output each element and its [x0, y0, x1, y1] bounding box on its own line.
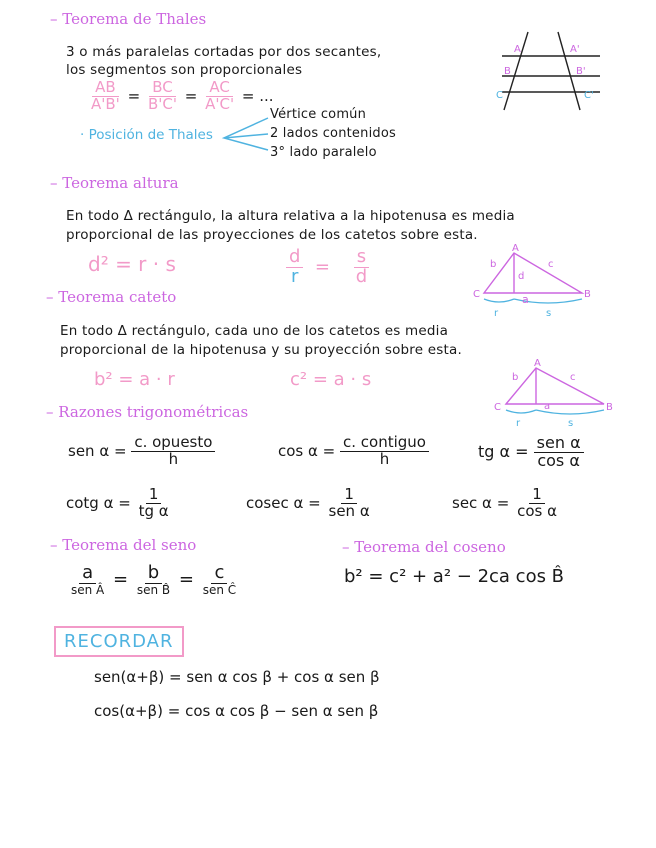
- cateto-line1: En todo Δ rectángulo, cada uno de los catetos es media: [60, 323, 449, 339]
- cosec-formula: cosec α = $\frac{1}{\text{sen α}}$: [246, 485, 370, 520]
- sen-formula: sen α = $\frac{\text{c. opuesto}}{h}$: [68, 435, 215, 468]
- coseno-heading: – Teorema del coseno: [342, 538, 506, 556]
- svg-text:b: b: [512, 372, 519, 383]
- cateto-heading: – Teorema cateto: [46, 288, 177, 306]
- thales-proportion: $\frac{AB}{A'B'}$ = $\frac{BC}{B'C'}$ = $\frac{AC}{A'C'}$ = ...: [88, 80, 274, 113]
- svg-text:r: r: [494, 308, 499, 319]
- svg-text:C: C: [496, 90, 503, 101]
- svg-text:B: B: [584, 289, 591, 300]
- altura-triangle: [470, 245, 600, 320]
- svg-text:B': B': [576, 66, 586, 77]
- svg-text:d: d: [518, 271, 525, 282]
- svg-text:A: A: [514, 44, 521, 55]
- seno-formula: $\frac{a}{\text{sen Â}}$ = $\frac{b}{\text{sen B̂}}$ = $\frac{c}{\text{sen Ĉ}}$: [71, 562, 237, 597]
- condition-1: Vértice común: [270, 107, 367, 122]
- sum-cos-formula: cos(α+β) = cos α cos β − sen α sen β: [94, 702, 379, 720]
- svg-text:r: r: [516, 418, 521, 429]
- thales-heading: – Teorema de Thales: [50, 10, 207, 28]
- posicion-thales: · Posición de Thales: [80, 127, 213, 143]
- condition-2: 2 lados contenidos: [270, 126, 396, 141]
- svg-text:A': A': [570, 44, 580, 55]
- svg-text:C': C': [584, 90, 594, 101]
- svg-text:c: c: [570, 372, 576, 383]
- svg-text:s: s: [568, 418, 574, 429]
- svg-text:A: A: [534, 358, 541, 369]
- altura-line1: En todo Δ rectángulo, la altura relativa a la hipotenusa es media: [66, 208, 515, 224]
- sec-formula: sec α = $\frac{1}{\text{cos α}}$: [452, 485, 557, 520]
- thales-line1: 3 o más paralelas cortadas por dos secantes,: [66, 44, 382, 60]
- cateto-formula-1: b² = a · r: [94, 369, 175, 390]
- condition-3: 3° lado paralelo: [270, 145, 377, 160]
- fraction-ab: $\frac{AB}{A'B'}$: [91, 78, 120, 113]
- svg-text:a: a: [522, 293, 529, 306]
- cos-formula: cos α = $\frac{\text{c. contiguo}}{h}$: [278, 435, 429, 468]
- svg-text:c: c: [548, 259, 554, 270]
- tg-formula: tg α = $\frac{\text{sen α}}{\text{cos α}}$: [478, 435, 584, 470]
- seno-heading: – Teorema del seno: [50, 536, 197, 554]
- thales-diagram: [490, 30, 610, 120]
- altura-line2: proporcional de las proyecciones de los catetos sobre esta.: [66, 227, 478, 243]
- altura-formula-2: $\frac{d}{r}$ = $\frac{s}{d}$: [286, 248, 381, 287]
- svg-text:C: C: [473, 289, 480, 300]
- svg-text:A: A: [512, 243, 519, 254]
- cateto-line2: proporcional de la hipotenusa y su proyección sobre esta.: [60, 342, 462, 358]
- svg-text:s: s: [546, 308, 552, 319]
- trig-heading: – Razones trigonométricas: [46, 403, 249, 421]
- svg-text:B: B: [504, 66, 511, 77]
- svg-text:B: B: [606, 402, 613, 413]
- cateto-triangle: [488, 360, 618, 430]
- recordar-box: RECORDAR: [54, 626, 184, 657]
- svg-text:a: a: [544, 401, 551, 412]
- altura-formula-1: d² = r · s: [88, 252, 176, 276]
- cateto-formula-2: c² = a · s: [290, 369, 372, 390]
- coseno-formula: b² = c² + a² − 2ca cos B̂: [344, 566, 565, 587]
- altura-heading: – Teorema altura: [50, 174, 179, 192]
- fraction-bc: $\frac{BC}{B'C'}$: [147, 78, 177, 113]
- fraction-ac: $\frac{AC}{A'C'}$: [205, 78, 235, 113]
- cotg-formula: cotg α = $\frac{1}{\text{tg α}}$: [66, 485, 169, 520]
- sum-sen-formula: sen(α+β) = sen α cos β + cos α sen β: [94, 668, 380, 686]
- thales-line2: los segmentos son proporcionales: [66, 62, 303, 78]
- svg-text:C: C: [494, 402, 501, 413]
- brace-lines: [220, 110, 270, 160]
- svg-text:b: b: [490, 259, 497, 270]
